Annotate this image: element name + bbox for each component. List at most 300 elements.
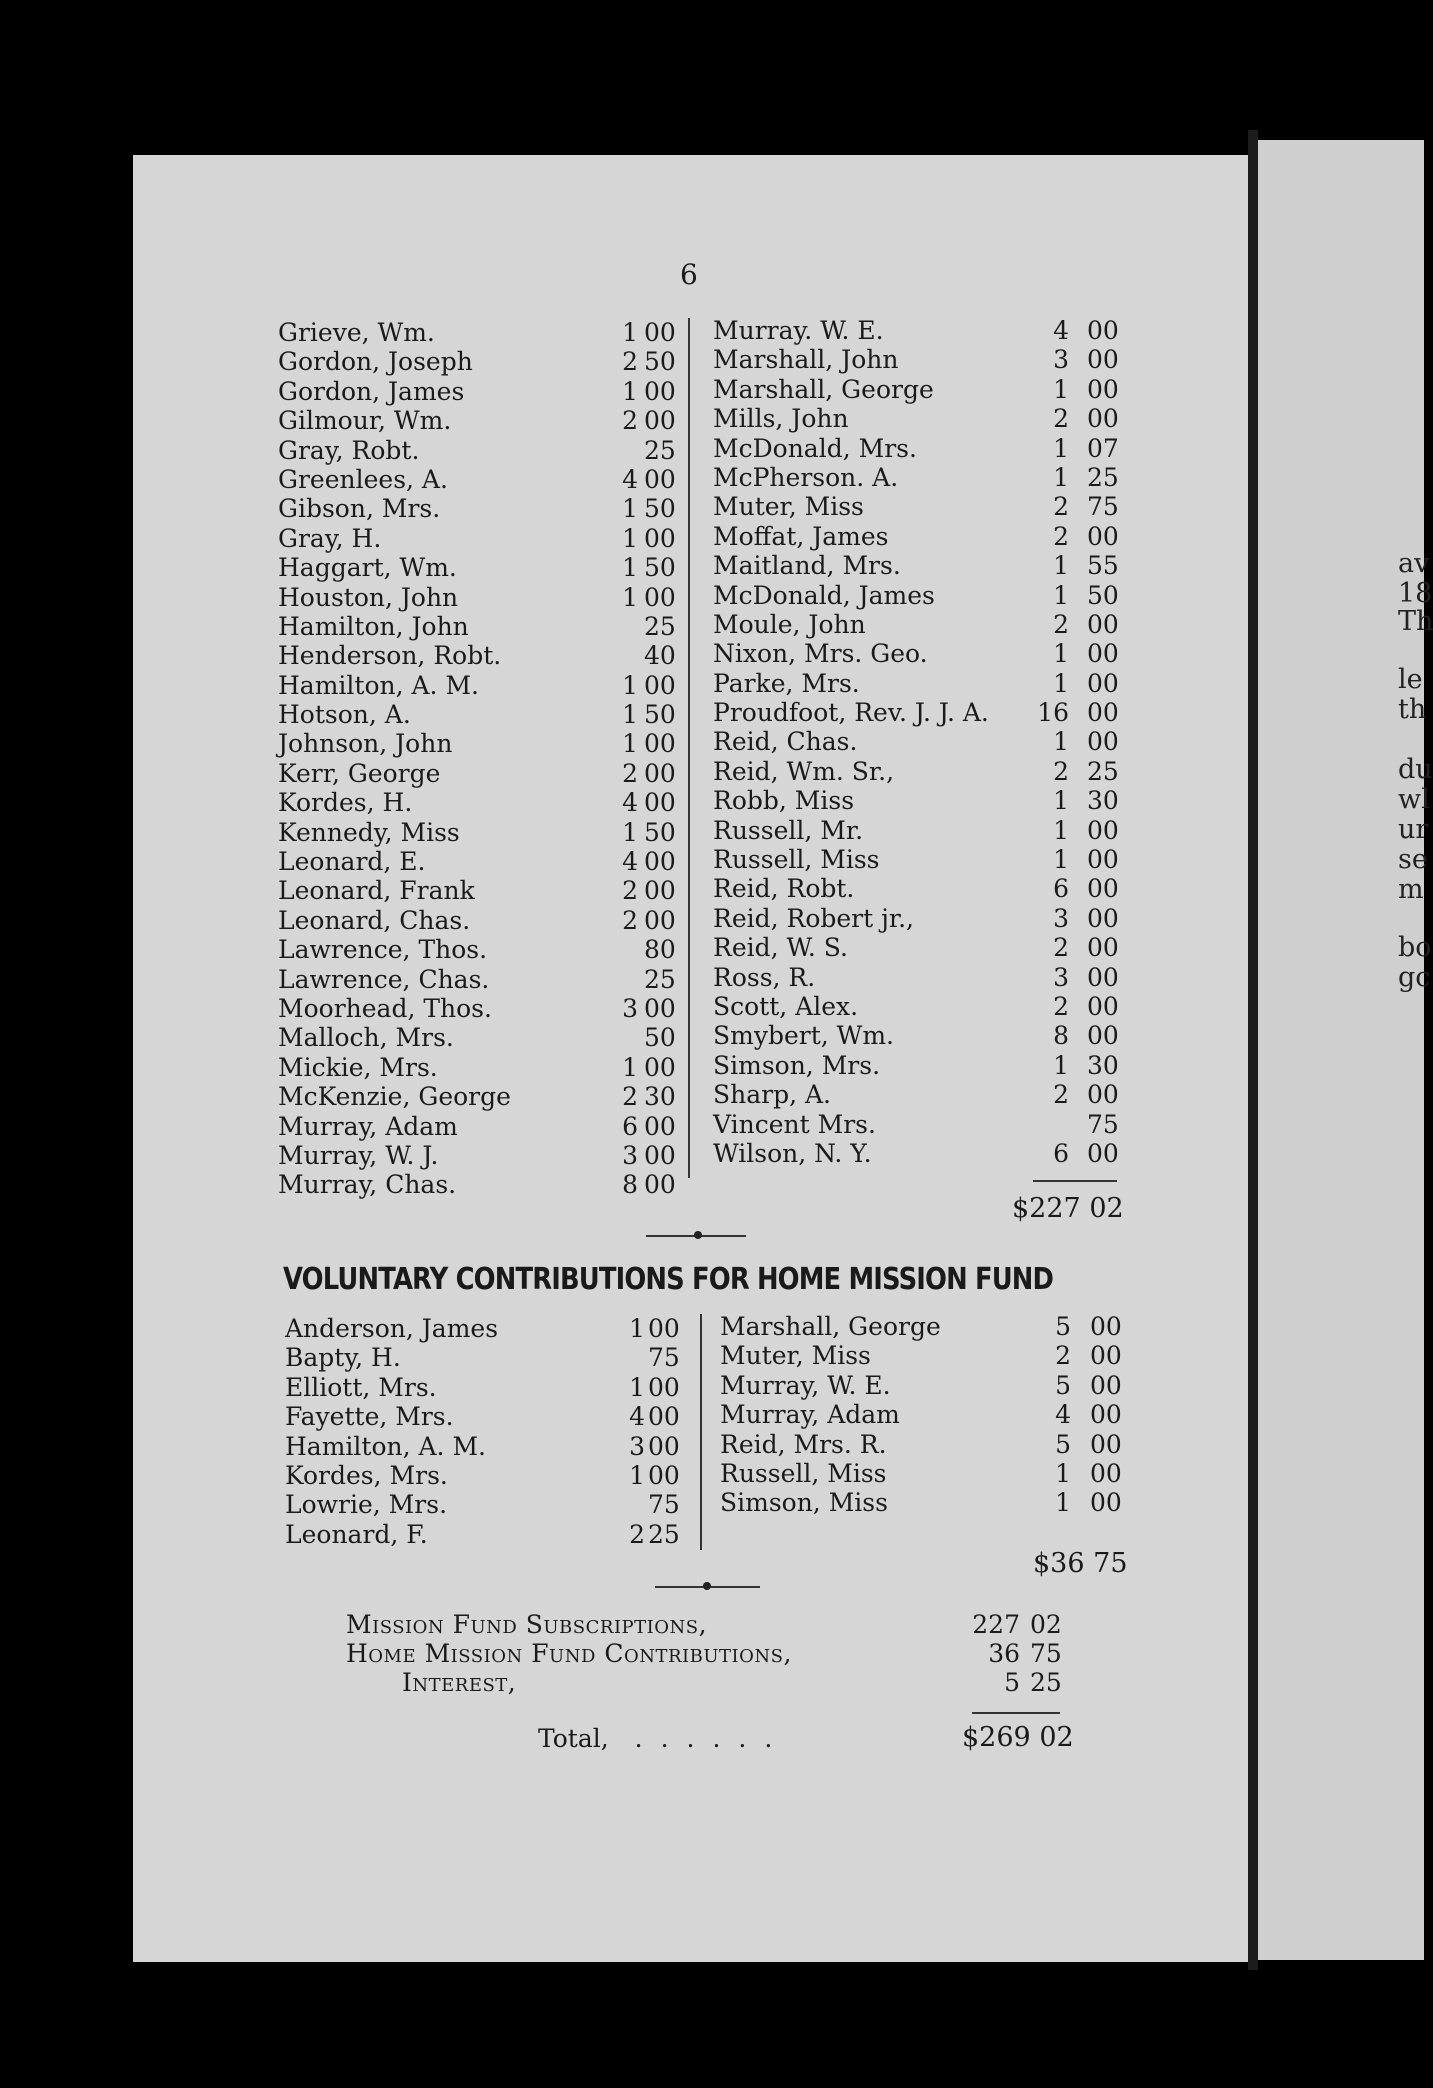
contributor-name: Moffat, James: [713, 521, 889, 551]
amount-cents: 00: [644, 670, 676, 700]
adjacent-page-text: le: [1398, 664, 1423, 695]
contributor-row: [278, 671, 678, 700]
amount-cents: 25: [648, 1519, 680, 1549]
contributor-row: [278, 1141, 678, 1170]
amount-cents: 40: [644, 641, 676, 671]
amount-cents: 25: [1087, 462, 1119, 492]
amount-dollars: 1: [1055, 1458, 1071, 1488]
amount-dollars: 1: [1053, 462, 1069, 492]
amount-dollars: 5: [1055, 1370, 1071, 1400]
subtotal-rule: [1033, 1180, 1117, 1182]
contributor-row: [713, 375, 1123, 404]
amount-dollars: 1: [1053, 845, 1069, 875]
amount-dollars: 2: [1053, 521, 1069, 551]
separator-dot: [703, 1582, 711, 1590]
contributor-row: [285, 1314, 685, 1343]
contributor-name: Russell, Miss: [720, 1458, 887, 1488]
contributor-row: [285, 1461, 685, 1490]
contributor-row: [713, 1110, 1123, 1139]
contributor-name: Malloch, Mrs.: [278, 1023, 454, 1053]
amount-dollars: 2: [1053, 991, 1069, 1021]
contributor-name: Hamilton, A. M.: [285, 1431, 486, 1461]
contributor-row: [713, 786, 1123, 815]
adjacent-page-text: se: [1398, 844, 1428, 875]
amount-cents: 00: [648, 1431, 680, 1461]
summary-label: Interest,: [402, 1668, 517, 1697]
amount-cents: 00: [644, 582, 676, 612]
amount-dollars: 1: [622, 523, 638, 553]
column-divider: [688, 318, 690, 1178]
amount-cents: 30: [644, 1082, 676, 1112]
contributor-row: [278, 788, 678, 817]
amount-cents: 80: [644, 935, 676, 965]
amount-cents: 00: [644, 464, 676, 494]
adjacent-page-text: wl: [1398, 784, 1430, 815]
contributor-row: [278, 1170, 678, 1199]
amount-cents: 00: [644, 847, 676, 877]
page-number: 6: [680, 258, 698, 291]
amount-cents: 00: [1087, 991, 1119, 1021]
amount-dollars: 1: [1053, 580, 1069, 610]
contributor-name: Kennedy, Miss: [278, 817, 460, 847]
amount-cents: 00: [1087, 698, 1119, 728]
contributor-row: [713, 698, 1123, 727]
contributor-name: Lawrence, Thos.: [278, 935, 488, 965]
amount-cents: 00: [1087, 933, 1119, 963]
amount-dollars: 5: [1055, 1312, 1071, 1341]
amount-cents: 00: [1087, 609, 1119, 639]
contributor-name: Robb, Miss: [713, 786, 855, 816]
contributor-name: Maitland, Mrs.: [713, 551, 901, 581]
contributor-name: McKenzie, George: [278, 1082, 511, 1112]
contributor-name: Anderson, James: [285, 1314, 499, 1343]
contributor-row: [720, 1400, 1125, 1429]
contributor-name: Gray, H.: [278, 523, 382, 553]
contributor-row: [278, 818, 678, 847]
contributor-row: [278, 935, 678, 964]
contributor-row: [713, 669, 1123, 698]
amount-cents: 00: [1087, 668, 1119, 698]
contributor-row: [278, 406, 678, 435]
contributor-name: Murray, Adam: [278, 1111, 458, 1141]
contributor-row: [713, 434, 1123, 463]
amount-cents: 25: [644, 435, 676, 465]
contributor-name: Leonard, F.: [285, 1519, 428, 1549]
contributor-row: [720, 1312, 1125, 1341]
contributor-row: [713, 316, 1123, 345]
contributor-name: Moule, John: [713, 609, 866, 639]
amount-dollars: 2: [1053, 933, 1069, 963]
contributor-name: Vincent Mrs.: [713, 1109, 876, 1139]
amount-cents: 00: [644, 729, 676, 759]
amount-dollars: 3: [1053, 962, 1069, 992]
contributor-name: Haggart, Wm.: [278, 553, 457, 583]
amount-dollars: 2: [629, 1519, 645, 1549]
contributor-name: Russell, Mr.: [713, 815, 864, 845]
amount-cents: 00: [648, 1402, 680, 1432]
grand-total-label: Total, ......: [538, 1724, 791, 1753]
amount-dollars: 1: [1053, 639, 1069, 669]
contributor-row: [713, 639, 1123, 668]
amount-dollars: 1: [1053, 668, 1069, 698]
summary-value: 36 75: [988, 1639, 1062, 1668]
contributor-row: [285, 1373, 685, 1402]
total-rule: [972, 1712, 1060, 1714]
amount-cents: 50: [644, 553, 676, 583]
contributor-row: [278, 641, 678, 670]
contributor-name: Reid, Mrs. R.: [720, 1429, 887, 1459]
amount-dollars: 3: [622, 1140, 638, 1170]
book-spine: [1248, 130, 1258, 1970]
contributor-name: Murray, Adam: [720, 1400, 900, 1430]
amount-dollars: 1: [622, 1052, 638, 1082]
contributor-name: Wilson, N. Y.: [713, 1138, 872, 1168]
contributor-name: Reid, Chas.: [713, 727, 858, 757]
amount-dollars: 8: [1053, 1021, 1069, 1051]
amount-dollars: 2: [622, 905, 638, 935]
amount-cents: 75: [648, 1490, 680, 1520]
amount-cents: 00: [1090, 1341, 1122, 1371]
contributor-name: Ross, R.: [713, 962, 816, 992]
amount-cents: 00: [1087, 345, 1119, 375]
amount-cents: 50: [1087, 580, 1119, 610]
amount-cents: 75: [648, 1343, 680, 1373]
contributor-name: Reid, Robert jr.,: [713, 903, 914, 933]
contributor-row: [278, 553, 678, 582]
amount-dollars: 2: [622, 876, 638, 906]
amount-cents: 30: [1087, 786, 1119, 816]
separator-dot: [694, 1231, 702, 1239]
contributor-row: [285, 1343, 685, 1372]
contributor-name: Sharp, A.: [713, 1080, 831, 1110]
amount-dollars: 1: [622, 553, 638, 583]
contributor-row: [713, 1021, 1123, 1050]
amount-dollars: 2: [1055, 1341, 1071, 1371]
grand-total-value: $269 02: [962, 1722, 1074, 1753]
contributor-name: Lawrence, Chas.: [278, 964, 490, 994]
amount-dollars: 1: [622, 817, 638, 847]
contributor-name: Reid, W. S.: [713, 933, 848, 963]
contributor-row: [285, 1402, 685, 1431]
contributor-name: Grieve, Wm.: [278, 318, 435, 347]
contributor-row: [720, 1341, 1125, 1370]
contributor-row: [278, 583, 678, 612]
contributor-name: Muter, Miss: [720, 1341, 871, 1371]
contributor-row: [278, 994, 678, 1023]
contributor-row: [713, 904, 1123, 933]
amount-cents: 00: [1087, 1021, 1119, 1051]
amount-cents: 00: [644, 523, 676, 553]
contributor-row: [720, 1430, 1125, 1459]
contributor-row: [278, 965, 678, 994]
adjacent-page-text: th: [1398, 694, 1427, 725]
amount-cents: 50: [644, 1023, 676, 1053]
contributor-name: Lowrie, Mrs.: [285, 1490, 448, 1520]
contributor-name: Leonard, E.: [278, 847, 426, 877]
contributor-row: [278, 1053, 678, 1082]
contributor-row: [720, 1371, 1125, 1400]
amount-cents: 75: [1087, 1109, 1119, 1139]
amount-dollars: 1: [622, 582, 638, 612]
amount-cents: 00: [644, 1140, 676, 1170]
amount-cents: 00: [1087, 962, 1119, 992]
amount-cents: 00: [1087, 521, 1119, 551]
amount-cents: 00: [1087, 815, 1119, 845]
amount-cents: 00: [1090, 1312, 1122, 1341]
amount-cents: 07: [1087, 433, 1119, 463]
contributor-row: [278, 906, 678, 935]
amount-cents: 00: [1087, 1080, 1119, 1110]
contributor-row: [713, 404, 1123, 433]
amount-dollars: 1: [622, 376, 638, 406]
contributor-row: [713, 845, 1123, 874]
contributor-name: McDonald, James: [713, 580, 935, 610]
contributor-row: [713, 345, 1123, 374]
amount-dollars: 4: [622, 464, 638, 494]
amount-dollars: 1: [629, 1372, 645, 1402]
amount-dollars: 8: [622, 1170, 638, 1200]
adjacent-page-text: m: [1398, 874, 1424, 905]
adjacent-page-text: du: [1398, 754, 1433, 785]
amount-dollars: 1: [1053, 551, 1069, 581]
contributor-row: [278, 377, 678, 406]
amount-cents: 00: [1087, 903, 1119, 933]
contributor-row: [285, 1490, 685, 1519]
contributor-row: [713, 1051, 1123, 1080]
contributor-row: [278, 436, 678, 465]
amount-dollars: 16: [1037, 698, 1069, 728]
contributor-name: Reid, Wm. Sr.,: [713, 756, 895, 786]
summary-value: 227 02: [972, 1610, 1062, 1639]
adjacent-page-text: 18: [1398, 578, 1433, 609]
adjacent-page-text: ur: [1398, 814, 1429, 845]
amount-cents: 50: [644, 700, 676, 730]
amount-cents: 55: [1087, 551, 1119, 581]
contributor-row: [713, 1139, 1123, 1168]
amount-dollars: 2: [622, 1082, 638, 1112]
contributor-row: [713, 1080, 1123, 1109]
contributor-name: Kerr, George: [278, 758, 441, 788]
contributor-name: Leonard, Chas.: [278, 905, 471, 935]
contributor-row: [285, 1432, 685, 1461]
amount-dollars: 5: [1055, 1429, 1071, 1459]
contributor-name: Gordon, James: [278, 376, 465, 406]
adjacent-page-text: gc: [1398, 962, 1431, 993]
contributor-name: Moorhead, Thos.: [278, 993, 492, 1023]
contributor-name: Nixon, Mrs. Geo.: [713, 639, 928, 669]
contributor-row: [278, 318, 678, 347]
amount-cents: 00: [1090, 1400, 1122, 1430]
amount-dollars: 4: [622, 847, 638, 877]
amount-cents: 00: [644, 406, 676, 436]
amount-dollars: 1: [1053, 727, 1069, 757]
contributor-name: Reid, Robt.: [713, 874, 855, 904]
amount-cents: 00: [644, 1111, 676, 1141]
amount-cents: 00: [644, 993, 676, 1023]
contributor-row: [278, 612, 678, 641]
amount-dollars: 1: [1055, 1488, 1071, 1518]
contributor-name: Mills, John: [713, 404, 849, 434]
amount-cents: 00: [644, 376, 676, 406]
amount-dollars: 1: [629, 1460, 645, 1490]
contributor-name: McDonald, Mrs.: [713, 433, 917, 463]
amount-cents: 00: [644, 876, 676, 906]
contributor-name: Marshall, John: [713, 345, 899, 375]
amount-dollars: 2: [1053, 492, 1069, 522]
amount-dollars: 1: [622, 700, 638, 730]
amount-cents: 00: [1090, 1458, 1122, 1488]
amount-dollars: 1: [622, 494, 638, 524]
contributor-name: Muter, Miss: [713, 492, 864, 522]
amount-cents: 30: [1087, 1050, 1119, 1080]
amount-cents: 00: [1090, 1429, 1122, 1459]
contributor-name: Murray, Chas.: [278, 1170, 457, 1200]
contributor-name: Murray. W. E.: [713, 316, 884, 345]
contributor-name: Mickie, Mrs.: [278, 1052, 438, 1082]
contributor-name: Kordes, Mrs.: [285, 1460, 448, 1490]
contributor-row: [713, 963, 1123, 992]
amount-cents: 00: [644, 788, 676, 818]
amount-dollars: 2: [1053, 1080, 1069, 1110]
contributor-row: [713, 492, 1123, 521]
amount-cents: 00: [1090, 1370, 1122, 1400]
contributor-name: Henderson, Robt.: [278, 641, 502, 671]
amount-cents: 25: [644, 611, 676, 641]
amount-cents: 50: [644, 347, 676, 377]
amount-dollars: 2: [1053, 756, 1069, 786]
home-mission-left-column: [285, 1314, 685, 1549]
contributor-row: [278, 1023, 678, 1052]
contributor-row: [278, 700, 678, 729]
contributor-row: [720, 1459, 1125, 1488]
contributor-row: [278, 494, 678, 523]
amount-cents: 00: [1090, 1488, 1122, 1518]
contributor-row: [278, 524, 678, 553]
contributor-row: [713, 463, 1123, 492]
amount-dollars: 1: [1053, 433, 1069, 463]
amount-dollars: 4: [629, 1402, 645, 1432]
home-mission-heading: VOLUNTARY CONTRIBUTIONS FOR HOME MISSION FUND: [283, 1262, 1054, 1297]
mission-fund-right-column: [713, 316, 1123, 1168]
contributor-name: Kordes, H.: [278, 788, 413, 818]
contributor-name: Gray, Robt.: [278, 435, 420, 465]
amount-dollars: 3: [1053, 345, 1069, 375]
amount-dollars: 1: [622, 729, 638, 759]
amount-cents: 00: [644, 1052, 676, 1082]
amount-cents: 00: [644, 758, 676, 788]
contributor-name: McPherson. A.: [713, 462, 899, 492]
amount-dollars: 4: [1055, 1400, 1071, 1430]
contributor-name: Bapty, H.: [285, 1343, 401, 1373]
amount-cents: 00: [1087, 404, 1119, 434]
amount-cents: 75: [1087, 492, 1119, 522]
contributor-row: [713, 992, 1123, 1021]
amount-cents: 00: [644, 1170, 676, 1200]
contributor-name: Fayette, Mrs.: [285, 1402, 454, 1432]
contributor-row: [720, 1488, 1125, 1517]
column-divider: [700, 1314, 702, 1550]
contributor-name: Gibson, Mrs.: [278, 494, 441, 524]
amount-cents: 00: [1087, 874, 1119, 904]
contributor-row: [713, 933, 1123, 962]
amount-dollars: 6: [1053, 1138, 1069, 1168]
amount-cents: 00: [1087, 1138, 1119, 1168]
amount-cents: 00: [1087, 639, 1119, 669]
contributor-name: Russell, Miss: [713, 845, 880, 875]
contributor-row: [713, 551, 1123, 580]
contributor-name: Hamilton, A. M.: [278, 670, 479, 700]
amount-cents: 00: [1087, 727, 1119, 757]
amount-dollars: 2: [622, 406, 638, 436]
amount-dollars: 1: [1053, 1050, 1069, 1080]
amount-cents: 00: [1087, 316, 1119, 345]
amount-dollars: 6: [622, 1111, 638, 1141]
amount-cents: 25: [1087, 756, 1119, 786]
adjacent-page-text: bo: [1398, 932, 1432, 963]
contributor-name: Houston, John: [278, 582, 459, 612]
contributor-row: [278, 1112, 678, 1141]
amount-cents: 00: [648, 1314, 680, 1343]
amount-dollars: 3: [629, 1431, 645, 1461]
amount-dollars: 6: [1053, 874, 1069, 904]
amount-cents: 00: [1087, 374, 1119, 404]
contributor-row: [278, 1082, 678, 1111]
amount-dollars: 2: [1053, 609, 1069, 639]
adjacent-page-text: av: [1398, 548, 1430, 579]
contributor-row: [713, 610, 1123, 639]
contributor-row: [278, 347, 678, 376]
amount-dollars: 1: [1053, 786, 1069, 816]
amount-dollars: 3: [622, 993, 638, 1023]
summary-label: Home Mission Fund Contributions,: [346, 1639, 792, 1668]
summary-label: Mission Fund Subscriptions,: [346, 1610, 708, 1639]
contributor-name: Gilmour, Wm.: [278, 406, 452, 436]
contributor-name: Leonard, Frank: [278, 876, 475, 906]
contributor-name: Elliott, Mrs.: [285, 1372, 437, 1402]
contributor-row: [278, 759, 678, 788]
contributor-name: Murray, W. E.: [720, 1370, 891, 1400]
contributor-name: Johnson, John: [278, 729, 453, 759]
contributor-name: Gordon, Joseph: [278, 347, 473, 377]
amount-cents: 00: [644, 318, 676, 347]
contributor-row: [713, 816, 1123, 845]
amount-dollars: 2: [1053, 404, 1069, 434]
contributor-name: Hamilton, John: [278, 611, 469, 641]
amount-cents: 50: [644, 494, 676, 524]
amount-cents: 50: [644, 817, 676, 847]
contributor-row: [713, 522, 1123, 551]
amount-dollars: 2: [622, 347, 638, 377]
contributor-row: [713, 727, 1123, 756]
contributor-name: Smybert, Wm.: [713, 1021, 894, 1051]
contributor-name: Marshall, George: [713, 374, 934, 404]
contributor-row: [278, 465, 678, 494]
mission-fund-total: $227 02: [1012, 1193, 1124, 1224]
contributor-row: [713, 757, 1123, 786]
amount-dollars: 4: [622, 788, 638, 818]
contributor-name: Scott, Alex.: [713, 991, 859, 1021]
contributor-name: Hotson, A.: [278, 700, 411, 730]
amount-dollars: 1: [1053, 815, 1069, 845]
amount-dollars: 4: [1053, 316, 1069, 345]
amount-dollars: 1: [622, 318, 638, 347]
contributor-row: [278, 876, 678, 905]
amount-cents: 25: [644, 964, 676, 994]
contributor-row: [278, 847, 678, 876]
amount-cents: 00: [648, 1372, 680, 1402]
adjacent-page: [1258, 140, 1433, 1960]
contributor-row: [713, 874, 1123, 903]
